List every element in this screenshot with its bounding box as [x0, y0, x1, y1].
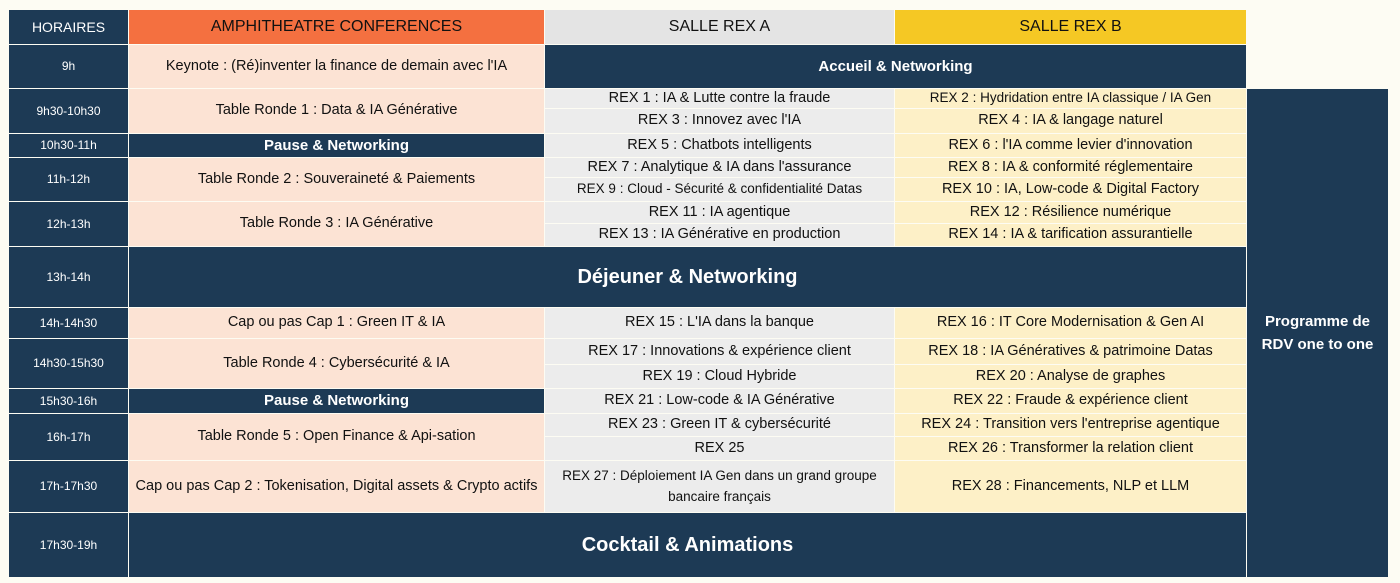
rex-a-session: REX 7 : Analytique & IA dans l'assurance: [545, 158, 894, 177]
amphi-session-keynote: Keynote : (Ré)inventer la finance de demain avec l'IA: [129, 45, 544, 88]
rex-b-session: REX 20 : Analyse de graphes: [895, 365, 1246, 388]
rex-b-session: REX 22 : Fraude & expérience client: [895, 389, 1246, 413]
rdv-one-to-one-column: Programme de RDV one to one: [1247, 89, 1388, 577]
rex-a-session: REX 25: [545, 437, 894, 460]
rex-b-session: REX 26 : Transformer la relation client: [895, 437, 1246, 460]
rex-a-session: REX 1 : IA & Lutte contre la fraude: [545, 89, 894, 108]
amphi-session-tr1: Table Ronde 1 : Data & IA Générative: [129, 89, 544, 133]
time-slot: 16h-17h: [9, 414, 128, 460]
rex-a-session: REX 9 : Cloud - Sécurité & confidentialité Datas: [545, 178, 894, 201]
rex-b-session: REX 18 : IA Génératives & patrimoine Datas: [895, 339, 1246, 364]
amphi-session-tr3: Table Ronde 3 : IA Générative: [129, 202, 544, 246]
amphi-session-tr5: Table Ronde 5 : Open Finance & Api-sation: [129, 414, 544, 460]
rex-b-session: REX 6 : l'IA comme levier d'innovation: [895, 134, 1246, 157]
schedule-table: [9, 10, 1388, 577]
time-slot: 13h-14h: [9, 247, 128, 307]
rex-a-session: REX 5 : Chatbots intelligents: [545, 134, 894, 157]
rex-b-session: REX 24 : Transition vers l'entreprise agentique: [895, 414, 1246, 436]
rex-a-session: REX 17 : Innovations & expérience client: [545, 339, 894, 364]
rex-a-session: REX 15 : L'IA dans la banque: [545, 308, 894, 338]
rex-a-session: REX 19 : Cloud Hybride: [545, 365, 894, 388]
time-slot: 11h-12h: [9, 158, 128, 201]
amphi-pause: Pause & Networking: [129, 134, 544, 157]
time-slot: 14h30-15h30: [9, 339, 128, 388]
time-slot: 17h-17h30: [9, 461, 128, 512]
rex-b-session: REX 28 : Financements, NLP et LLM: [895, 461, 1246, 512]
rex-b-session: REX 2 : Hydridation entre IA classique / IA Gen: [895, 89, 1246, 108]
amphi-session-tr4: Table Ronde 4 : Cybersécurité & IA: [129, 339, 544, 388]
header-amphitheatre: AMPHITHEATRE CONFERENCES: [129, 10, 544, 44]
cocktail-banner: Cocktail & Animations: [129, 513, 1246, 577]
rex-b-session: REX 4 : IA & langage naturel: [895, 109, 1246, 133]
time-slot: 12h-13h: [9, 202, 128, 246]
rex-a-session: REX 3 : Innovez avec l'IA: [545, 109, 894, 133]
amphi-session-cap2: Cap ou pas Cap 2 : Tokenisation, Digital assets & Crypto actifs: [129, 461, 544, 512]
time-slot: 9h30-10h30: [9, 89, 128, 133]
amphi-session-tr2: Table Ronde 2 : Souveraineté & Paiements: [129, 158, 544, 201]
dejeuner-banner: Déjeuner & Networking: [129, 247, 1246, 307]
rex-a-session: REX 21 : Low-code & IA Générative: [545, 389, 894, 413]
time-slot: 17h30-19h: [9, 513, 128, 577]
header-horaires: HORAIRES: [9, 10, 128, 44]
accueil-networking-banner: Accueil & Networking: [545, 45, 1246, 88]
amphi-pause: Pause & Networking: [129, 389, 544, 413]
rex-b-session: REX 16 : IT Core Modernisation & Gen AI: [895, 308, 1246, 338]
time-slot: 14h-14h30: [9, 308, 128, 338]
rex-a-session: REX 13 : IA Générative en production: [545, 224, 894, 246]
header-salle-rex-a: SALLE REX A: [545, 10, 894, 44]
rex-a-session: REX 27 : Déploiement IA Gen dans un grand groupe bancaire français: [545, 461, 894, 512]
rex-a-session: REX 23 : Green IT & cybersécurité: [545, 414, 894, 436]
rex-b-session: REX 8 : IA & conformité réglementaire: [895, 158, 1246, 177]
rex-b-session: REX 14 : IA & tarification assurantielle: [895, 224, 1246, 246]
rex-b-session: REX 12 : Résilience numérique: [895, 202, 1246, 223]
amphi-session-cap1: Cap ou pas Cap 1 : Green IT & IA: [129, 308, 544, 338]
time-slot: 9h: [9, 45, 128, 88]
rex-b-session: REX 10 : IA, Low-code & Digital Factory: [895, 178, 1246, 201]
time-slot: 10h30-11h: [9, 134, 128, 157]
time-slot: 15h30-16h: [9, 389, 128, 413]
rex-a-session: REX 11 : IA agentique: [545, 202, 894, 223]
header-salle-rex-b: SALLE REX B: [895, 10, 1246, 44]
